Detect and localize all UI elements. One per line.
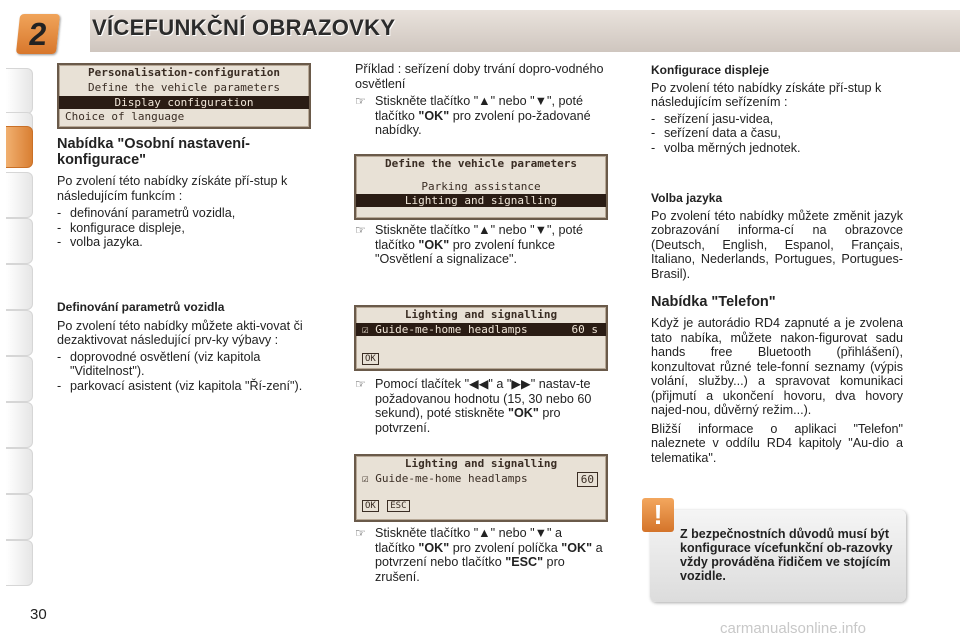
value-field: 60	[577, 472, 598, 487]
list-item: - definování parametrů vozidla,	[57, 206, 309, 221]
side-tab[interactable]	[6, 448, 33, 494]
instruction: ☞ Pomocí tlačítek "◀◀" a "▶▶" nastav-te požadovanou hodnotu (15, 30 nebo 60 sekund), poté stiskněte "OK" pro potvrzení.	[355, 377, 592, 435]
side-tab[interactable]	[6, 218, 33, 264]
screen-lighting-1	[354, 305, 608, 371]
middle-text-2	[355, 223, 605, 267]
paragraph: Po zvolení této nabídky můžete změnit jazyk zobrazování informa-cí na obrazovce (Deutsch, English, Espanol, Français, Italiano, Nederlands, Portugues, Portugues-Brasil).	[651, 208, 903, 281]
right-text-3	[651, 294, 903, 465]
warning-icon: !	[642, 498, 674, 532]
screen-title: Lighting and signalling	[404, 457, 558, 470]
list-item: - konfigurace displeje,	[57, 221, 309, 236]
screen-vehicle-parameters	[354, 154, 608, 220]
side-tab[interactable]	[6, 540, 33, 586]
side-tab[interactable]	[6, 68, 33, 114]
settings-list	[651, 112, 903, 156]
paragraph: Bližší informace o aplikaci "Telefon" naleznete v oddílu RD4 kapitoly "Au-dio a telematika".	[651, 421, 903, 465]
screen-row-selected: Display configuration	[59, 96, 309, 109]
list-item: - volba jazyka.	[57, 235, 309, 250]
side-tab-active[interactable]	[6, 126, 33, 168]
pointing-hand-icon: ☞	[355, 377, 366, 391]
chapter-number: 2	[16, 14, 60, 54]
side-tab[interactable]	[6, 494, 33, 540]
screen-buttons	[356, 501, 606, 511]
ok-button: OK	[362, 500, 379, 512]
side-tab[interactable]	[6, 402, 33, 448]
list-item: - volba měrných jednotek.	[651, 141, 903, 156]
screen-ok-icon: OK	[356, 351, 606, 364]
side-tab[interactable]	[6, 172, 33, 218]
paragraph: Po zvolení této nabídky získáte pří-stup k následujícím funkcím :	[57, 174, 288, 203]
middle-text-1	[355, 62, 605, 138]
section-heading: Nabídka "Osobní nastavení-konfigurace"	[57, 136, 251, 168]
paragraph: Po zvolení této nabídky získáte pří-stup k následujícím seřízením :	[651, 80, 882, 109]
list-item: - doprovodné osvětlení (viz kapitola "Viditelnost").	[57, 350, 309, 379]
list-item: - parkovací asistent (viz kapitola "Ří-zení").	[57, 379, 309, 394]
value-field: 60 s	[571, 323, 598, 336]
instruction: ☞ Stiskněte tlačítko "▲" nebo "▼", poté tlačítko "OK" pro zvolení funkce "Osvětlení a signalizace".	[355, 223, 584, 266]
screen-lighting-2	[354, 454, 608, 522]
subheading: Konfigurace displeje	[651, 63, 770, 77]
right-text-2	[651, 191, 903, 281]
page-title: VÍCEFUNKČNÍ OBRAZOVKY	[92, 15, 396, 40]
paragraph: Příklad : seřízení doby trvání dopro-vodného osvětlení	[355, 62, 604, 91]
checkbox-icon: ☑	[362, 323, 376, 336]
screen-title: Lighting and signalling	[404, 308, 558, 321]
screen-title: Personalisation-configuration	[87, 66, 281, 79]
equipment-list	[57, 350, 309, 394]
subheading: Volba jazyka	[651, 191, 723, 205]
instruction: ☞ Stiskněte tlačítko "▲" nebo "▼", poté tlačítko "OK" pro zvolení po-žadované nabídky.	[355, 94, 591, 137]
function-list	[57, 206, 309, 250]
checkbox-icon: ☑	[362, 472, 376, 485]
middle-text-4	[355, 526, 605, 584]
pointing-hand-icon: ☞	[355, 526, 366, 540]
list-item: - seřízení data a času,	[651, 126, 903, 141]
section-heading: Nabídka "Telefon"	[651, 294, 776, 310]
instruction: ☞ Stiskněte tlačítko "▲" nebo "▼" a tlačítko "OK" pro zvolení políčka "OK" a potvrzení nebo tlačítko "ESC" pro zrušení.	[355, 526, 603, 584]
list-item: - seřízení jasu-videa,	[651, 112, 903, 127]
screen-row: Parking assistance	[421, 180, 541, 193]
left-text-2	[57, 300, 309, 393]
paragraph: Když je autorádio RD4 zapnuté a je zvolena tato nabíka, můžete nakon-figurovat sadu hands free Bluetooth (přihlášení), konzultovat různé tele-fonní seznamy (výpis volání, služby...) a spravovat komunikaci (přijmutí a ukončení hovoru, dva hovory najed-nou, důvěrný režim...).	[651, 316, 903, 417]
page-number: 30	[30, 606, 47, 623]
pointing-hand-icon: ☞	[355, 94, 366, 108]
screen-row-selected: ☑ Guide-me-home headlamps 60 s	[356, 323, 606, 336]
paragraph: Po zvolení této nabídky můžete akti-vovat či dezaktivovat následující prv-ky výbavy :	[57, 318, 303, 347]
middle-text-3	[355, 377, 605, 435]
warning-text: Z bezpečnostních důvodů musí být konfigurace vícefunkční ob-razovky vždy prováděna řidičem ve stojícím vozidle.	[680, 527, 893, 583]
screen-row-selected: Lighting and signalling	[356, 194, 606, 207]
screen-row: ☑ Guide-me-home headlamps 60	[356, 472, 606, 485]
screen-row: Define the vehicle parameters	[87, 81, 281, 94]
right-text-1	[651, 63, 903, 155]
side-tab[interactable]	[6, 264, 33, 310]
watermark: carmanualsonline.info	[720, 620, 866, 637]
screen-row: Choice of language	[65, 110, 185, 123]
side-tab[interactable]	[6, 310, 33, 356]
esc-button: ESC	[387, 500, 409, 512]
pointing-hand-icon: ☞	[355, 223, 366, 237]
screen-personalisation	[57, 63, 311, 129]
side-tab[interactable]	[6, 356, 33, 402]
screen-title: Define the vehicle parameters	[384, 157, 578, 170]
left-text	[57, 136, 309, 250]
subheading: Definování parametrů vozidla	[57, 300, 225, 314]
